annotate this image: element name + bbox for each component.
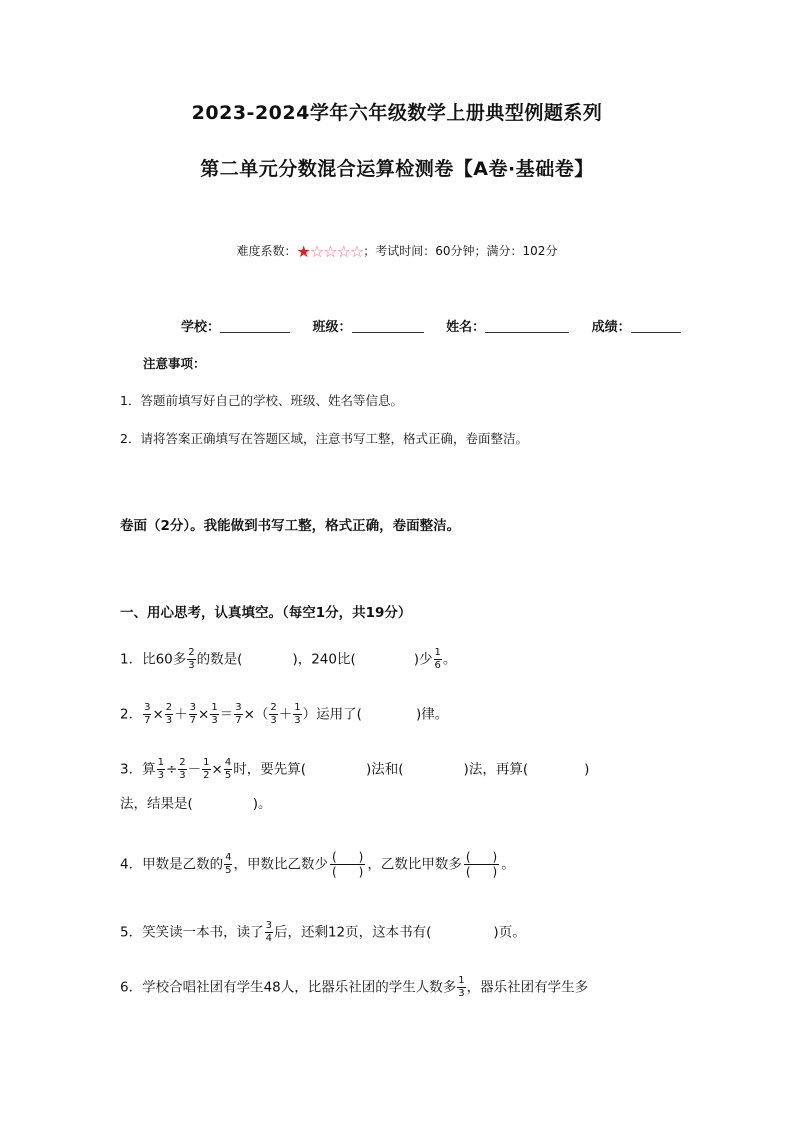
name-blank[interactable] — [485, 319, 569, 333]
exam-meta — [0, 242, 794, 261]
question-1: 1．比60多 $\frac{2}{3}$ 的数是( )，240比( )少 $\frac{1}{6}$ 。 — [120, 647, 457, 671]
school-label: 学校： — [181, 320, 221, 335]
question-4: 4．甲数是乙数的 $\frac{4}{5}$ ，甲数比乙数少 ( ) ( ) ，乙数比甲数多 ( ) ( ) 。 — [120, 850, 515, 879]
fraction: $\frac{3}{4}$ — [265, 920, 272, 944]
note-item-2: 2．请将答案正确填写在答题区域，注意书写工整，格式正确，卷面整洁。 — [120, 431, 528, 446]
fraction: $\frac{4}{5}$ — [224, 757, 232, 781]
difficulty-stars — [297, 242, 364, 261]
exam-info: ；考试时间：60分钟；满分：102分 — [363, 244, 558, 258]
star-filled-icon: ★ — [296, 242, 310, 261]
question-2: 2． $\frac{3}{7}$ × $\frac{2}{3}$ ＋ $\frac{3}{7}$ × $\frac{1}{3}$ ＝ $\frac{3}{7}$ ×（ $\frac{2}{3}$ ＋ $\frac{1}{3}$ ）运用了( )律。 — [120, 702, 449, 726]
fraction: $\frac{4}{5}$ — [225, 852, 232, 876]
fraction: $\frac{1}{2}$ — [203, 757, 210, 781]
fraction: $\frac{3}{7}$ — [189, 702, 197, 726]
fraction: $\frac{1}{6}$ — [434, 647, 441, 671]
fraction: $\frac{1}{3}$ — [458, 975, 465, 999]
fraction-answer-blank[interactable]: ( ) ( ) — [465, 850, 498, 879]
fraction: $\frac{3}{7}$ — [144, 702, 151, 726]
difficulty-label: 难度系数： — [236, 244, 297, 258]
question-6: 6．学校合唱社团有学生48人，比器乐社团的学生人数多 $\frac{1}{3}$ ，器乐社团有学生多 — [120, 975, 589, 999]
fraction: $\frac{1}{3}$ — [294, 702, 301, 726]
exam-title-line2: 第二单元分数混合运算检测卷【A卷·基础卷】 — [200, 158, 594, 180]
class-label: 班级： — [312, 320, 352, 335]
score-label: 成绩： — [591, 320, 631, 335]
fraction: $\frac{3}{7}$ — [235, 702, 242, 726]
fraction: $\frac{1}{3}$ — [211, 702, 218, 726]
neatness-line: 卷面（2分）。我能做到书写工整，格式正确，卷面整洁。 — [120, 518, 461, 534]
fraction-answer-blank[interactable]: ( ) ( ) — [331, 850, 364, 879]
fraction: $\frac{2}{3}$ — [270, 702, 277, 726]
school-blank[interactable] — [220, 319, 290, 333]
notes-title: 注意事项： — [143, 356, 206, 371]
section1-heading: 一、用心思考，认真填空。（每空1分，共19分） — [120, 605, 412, 621]
student-info-row — [181, 316, 681, 335]
star-empty-icon: ☆☆☆☆ — [309, 242, 364, 261]
fraction: $\frac{2}{3}$ — [165, 702, 173, 726]
name-label: 姓名： — [446, 320, 486, 335]
fraction: $\frac{2}{3}$ — [188, 647, 195, 671]
class-blank[interactable] — [352, 319, 424, 333]
score-blank[interactable] — [631, 319, 681, 333]
fraction: $\frac{2}{3}$ — [179, 757, 186, 781]
question-3-line2: 法，结果是( )。 — [120, 796, 272, 812]
fraction: $\frac{1}{3}$ — [157, 757, 164, 781]
question-3: 3．算 $\frac{1}{3}$ ÷ $\frac{2}{3}$ － $\frac{1}{2}$ × $\frac{4}{5}$ 时，要先算( )法和( )法，再算( ) — [120, 757, 590, 781]
note-item-1: 1．答题前填写好自己的学校、班级、姓名等信息。 — [120, 393, 403, 408]
question-5: 5．笑笑读一本书，读了 $\frac{3}{4}$ 后，还剩12页，这本书有( )页。 — [120, 920, 526, 944]
exam-title-line1: 2023-2024学年六年级数学上册典型例题系列 — [191, 102, 603, 124]
